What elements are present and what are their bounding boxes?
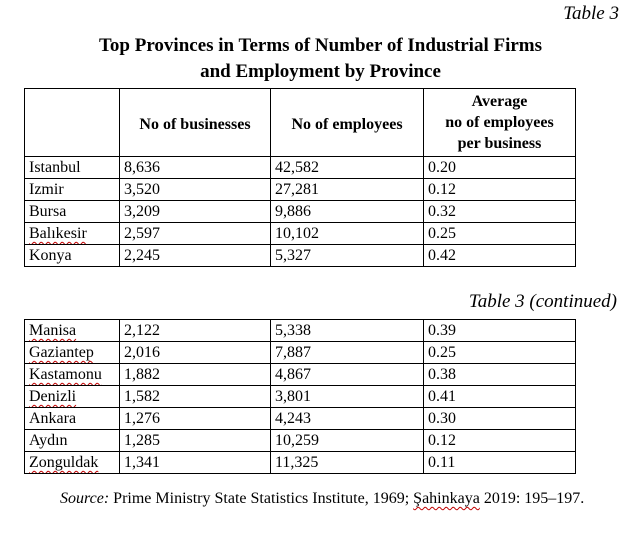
source-note xyxy=(24,487,624,510)
cell-businesses-text: 2,122 xyxy=(124,322,160,339)
cell-province-text: Konya xyxy=(29,247,72,264)
cell-businesses-text: 2,245 xyxy=(124,247,160,264)
cell-businesses xyxy=(120,408,271,430)
cell-province xyxy=(25,179,120,201)
cell-average xyxy=(424,408,576,430)
cell-province xyxy=(25,452,120,474)
cell-employees-text: 9,886 xyxy=(275,203,311,220)
cell-businesses-text: 1,882 xyxy=(124,366,160,383)
cell-average xyxy=(424,342,576,364)
cell-province xyxy=(25,157,120,179)
header-average xyxy=(424,89,576,157)
table-row xyxy=(25,386,576,408)
cell-province xyxy=(25,320,120,342)
cell-employees-text: 11,325 xyxy=(275,454,319,471)
cell-employees xyxy=(271,245,424,267)
cell-employees xyxy=(271,201,424,223)
cell-employees-text: 5,338 xyxy=(275,322,311,339)
cell-employees xyxy=(271,364,424,386)
cell-businesses xyxy=(120,245,271,267)
cell-businesses xyxy=(120,430,271,452)
cell-businesses xyxy=(120,364,271,386)
cell-businesses-text: 2,597 xyxy=(124,225,160,242)
cell-employees-text: 10,102 xyxy=(275,225,319,242)
cell-average xyxy=(424,452,576,474)
cell-province xyxy=(25,245,120,267)
cell-average-text: 0.32 xyxy=(428,203,456,220)
cell-businesses-text: 1,276 xyxy=(124,410,160,427)
cell-businesses-text: 3,209 xyxy=(124,203,160,220)
cell-average-text: 0.42 xyxy=(428,247,456,264)
cell-average xyxy=(424,179,576,201)
cell-employees xyxy=(271,386,424,408)
cell-average-text: 0.12 xyxy=(428,181,456,198)
cell-businesses-text: 1,341 xyxy=(124,454,160,471)
cell-businesses xyxy=(120,223,271,245)
cell-province xyxy=(25,201,120,223)
cell-businesses xyxy=(120,201,271,223)
cell-employees xyxy=(271,320,424,342)
cell-province-text: Manisa xyxy=(29,322,77,339)
header-average-line2: no of employees xyxy=(445,114,554,131)
province-table-continued xyxy=(24,319,576,474)
header-businesses: No of businesses xyxy=(120,89,271,157)
cell-average xyxy=(424,245,576,267)
table-row xyxy=(25,408,576,430)
cell-average-text: 0.38 xyxy=(428,366,456,383)
cell-businesses-text: 3,520 xyxy=(124,181,160,198)
cell-province xyxy=(25,342,120,364)
cell-average-text: 0.11 xyxy=(428,454,456,471)
table-row xyxy=(25,201,576,223)
table-row xyxy=(25,157,576,179)
header-employees: No of employees xyxy=(271,89,424,157)
cell-average-text: 0.25 xyxy=(428,225,456,242)
cell-businesses-text: 2,016 xyxy=(124,344,160,361)
table-row xyxy=(25,452,576,474)
cell-employees-text: 4,867 xyxy=(275,366,311,383)
cell-province-text: Denizli xyxy=(29,388,77,405)
cell-employees-text: 5,327 xyxy=(275,247,311,264)
cell-employees-text: 42,582 xyxy=(275,159,319,176)
cell-average xyxy=(424,364,576,386)
cell-average-text: 0.30 xyxy=(428,410,456,427)
source-author: Şahinkaya xyxy=(413,490,480,507)
cell-businesses xyxy=(120,342,271,364)
cell-average xyxy=(424,157,576,179)
cell-province xyxy=(25,364,120,386)
table-title-line1: Top Provinces in Terms of Number of Industrial Firms xyxy=(98,35,543,56)
cell-employees-text: 27,281 xyxy=(275,181,319,198)
cell-average-text: 0.41 xyxy=(428,388,456,405)
cell-province-text: Izmir xyxy=(29,181,64,198)
cell-province xyxy=(25,223,120,245)
table-title xyxy=(0,33,633,85)
cell-province-text: Aydın xyxy=(29,432,68,449)
cell-average xyxy=(424,320,576,342)
cell-average-text: 0.12 xyxy=(428,432,456,449)
cell-average xyxy=(424,386,576,408)
province-table xyxy=(24,88,576,267)
table-row xyxy=(25,245,576,267)
cell-average xyxy=(424,201,576,223)
source-label: Source: xyxy=(60,490,110,507)
cell-employees xyxy=(271,452,424,474)
cell-province-text: Istanbul xyxy=(29,159,81,176)
cell-province xyxy=(25,430,120,452)
header-province xyxy=(25,89,120,157)
cell-average-text: 0.39 xyxy=(428,322,456,339)
table-row xyxy=(25,223,576,245)
cell-employees xyxy=(271,223,424,245)
cell-businesses-text: 1,582 xyxy=(124,388,160,405)
cell-province xyxy=(25,386,120,408)
table-row xyxy=(25,320,576,342)
cell-province-text: Gaziantep xyxy=(29,344,94,361)
header-average-line3: per business xyxy=(457,135,542,152)
cell-province-text: Ankara xyxy=(29,410,77,427)
cell-businesses-text: 8,636 xyxy=(124,159,160,176)
cell-province-text: Kastamonu xyxy=(29,366,102,383)
cell-employees xyxy=(271,408,424,430)
cell-employees-text: 7,887 xyxy=(275,344,311,361)
header-average-line1: Average xyxy=(471,93,528,110)
cell-employees xyxy=(271,157,424,179)
cell-province-text: Balıkesir xyxy=(29,225,87,242)
cell-average xyxy=(424,430,576,452)
table-continued-label: Table 3 (continued) xyxy=(468,291,617,312)
cell-province-text: Bursa xyxy=(29,203,67,220)
table-row xyxy=(25,179,576,201)
source-text-b: 2019: 195–197. xyxy=(479,490,585,507)
cell-employees xyxy=(271,342,424,364)
cell-employees-text: 3,801 xyxy=(275,388,311,405)
cell-province xyxy=(25,408,120,430)
cell-average xyxy=(424,223,576,245)
cell-businesses xyxy=(120,179,271,201)
table-title-line2: and Employment by Province xyxy=(200,61,441,82)
table-row xyxy=(25,342,576,364)
table-header-row xyxy=(25,89,576,157)
cell-employees xyxy=(271,430,424,452)
cell-employees-text: 4,243 xyxy=(275,410,311,427)
source-text-a: Prime Ministry State Statistics Institute, 1969; xyxy=(109,490,414,507)
table-row xyxy=(25,430,576,452)
cell-average-text: 0.25 xyxy=(428,344,456,361)
cell-province-text: Zonguldak xyxy=(29,454,99,471)
cell-average-text: 0.20 xyxy=(428,159,456,176)
table-body-continued xyxy=(25,320,576,474)
cell-employees-text: 10,259 xyxy=(275,432,319,449)
cell-businesses xyxy=(120,320,271,342)
cell-businesses xyxy=(120,157,271,179)
cell-businesses xyxy=(120,452,271,474)
cell-businesses xyxy=(120,386,271,408)
cell-employees xyxy=(271,179,424,201)
table-body xyxy=(25,157,576,267)
table-row xyxy=(25,364,576,386)
cell-businesses-text: 1,285 xyxy=(124,432,160,449)
table-number-label: Table 3 xyxy=(563,3,619,24)
